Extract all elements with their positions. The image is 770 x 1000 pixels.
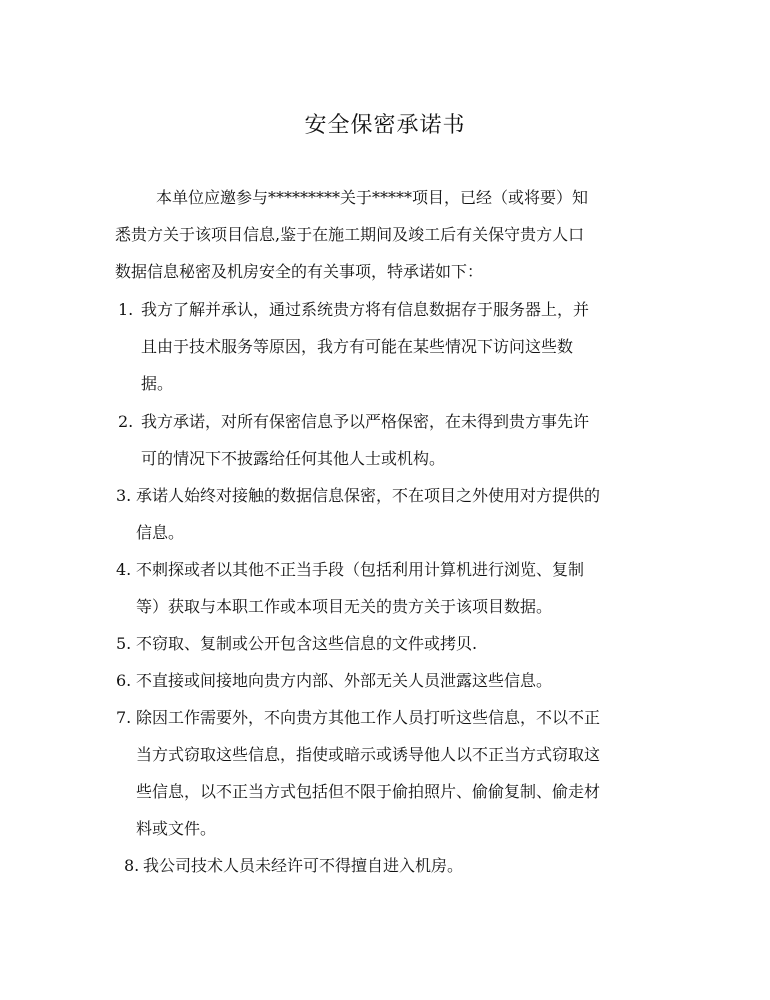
list-item-number: 4.	[116, 560, 132, 579]
list-item-number: 3.	[116, 486, 132, 505]
list-item-text: 不窃取、复制或公开包含这些信息的文件或拷贝.	[136, 634, 478, 653]
intro-line: 数据信息秘密及机房安全的有关事项，特承诺如下：	[115, 262, 484, 281]
list-item-number: 6.	[116, 671, 132, 690]
list-item-text: 我方承诺，对所有保密信息予以严格保密，在未得到贵方事先许	[141, 412, 590, 431]
list-item-number: 8.	[124, 856, 140, 875]
intro-line: 本单位应邀参与*********关于*****项目，已经（或将要）知	[156, 188, 589, 207]
list-item-number: 5.	[116, 634, 132, 653]
list-item-text: 等）获取与本职工作或本项目无关的贵方关于该项目数据。	[136, 597, 553, 616]
list-item-text: 除因工作需要外，不向贵方其他工作人员打听这些信息，不以不正	[136, 708, 601, 727]
list-item-number: 1.	[118, 300, 134, 319]
list-item-text: 我方了解并承认，通过系统贵方将有信息数据存于服务器上，并	[141, 300, 590, 319]
list-item-text: 当方式窃取这些信息，指使或暗示或诱导他人以不正当方式窃取这	[136, 745, 601, 764]
list-item-text: 据。	[141, 374, 174, 393]
list-item-number: 7.	[116, 708, 132, 727]
document-title: 安全保密承诺书	[304, 113, 466, 138]
list-item-text: 不直接或间接地向贵方内部、外部无关人员泄露这些信息。	[136, 671, 553, 690]
list-item-text: 可的情况下不披露给任何其他人士或机构。	[141, 449, 446, 468]
list-item-text: 我公司技术人员未经许可不得擅自进入机房。	[143, 856, 464, 875]
intro-line: 悉贵方关于该项目信息,鉴于在施工期间及竣工后有关保守贵方人口	[115, 225, 585, 244]
list-item-text: 且由于技术服务等原因，我方有可能在某些情况下访问这些数	[141, 337, 574, 356]
list-item-text: 些信息，以不正当方式包括但不限于偷拍照片、偷偷复制、偷走材	[136, 782, 601, 801]
list-item-text: 不刺探或者以其他不正当手段（包括利用计算机进行浏览、复制	[136, 560, 585, 579]
list-item-number: 2.	[118, 412, 134, 431]
list-item-text: 料或文件。	[136, 819, 217, 838]
list-item-text: 承诺人始终对接触的数据信息保密，不在项目之外使用对方提供的	[136, 486, 601, 505]
list-item-text: 信息。	[136, 523, 185, 542]
